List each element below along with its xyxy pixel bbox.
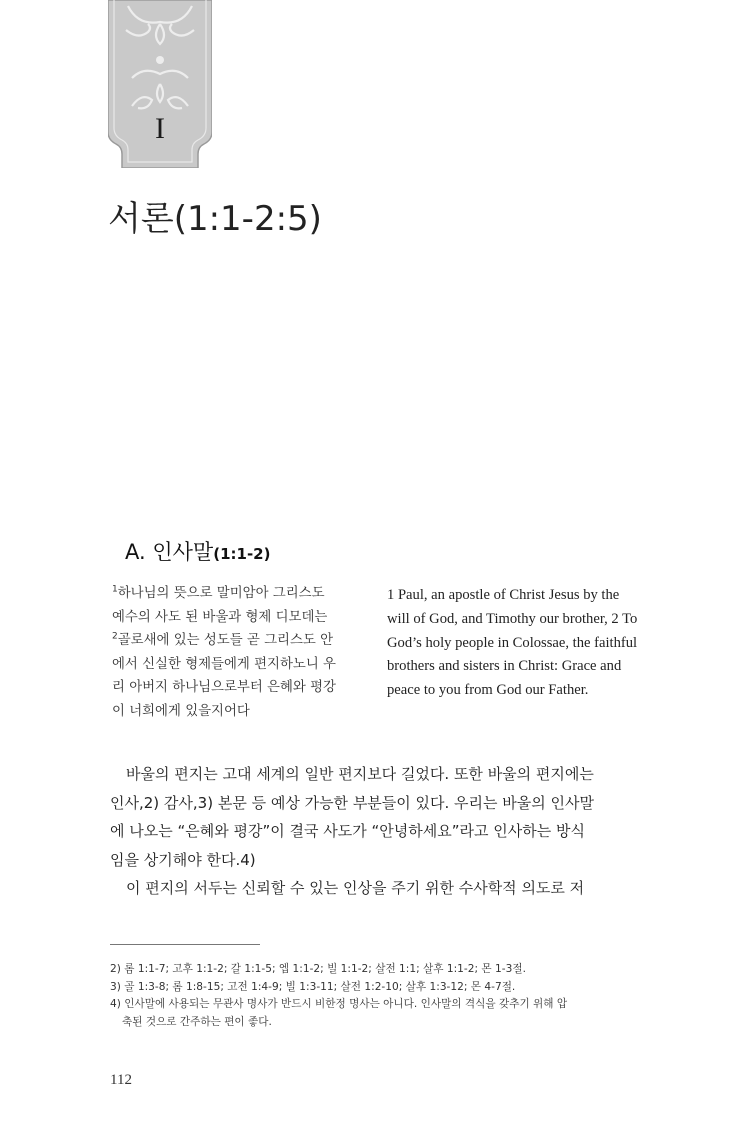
verse-line: brothers and sisters in Christ: Grace and [387, 658, 622, 675]
verse-line: 예수의 사도 된 바울과 형제 디모데는 [112, 609, 328, 625]
body-line: 인사,2) 감사,3) 본문 등 예상 가능한 부분들이 있다. 우리는 바울의 인사말 [110, 793, 595, 812]
english-verse-text [387, 584, 641, 703]
footnote: 4) 인사말에 사용되는 무관사 명사가 반드시 비한정 명사는 아니다. 인사말의 격식을 갖추기 위해 압 [110, 998, 568, 1010]
footnote-continuation: 축된 것으로 간주하는 편이 좋다. [122, 1015, 272, 1028]
verse-line: 이 너희에게 있을지어다 [112, 703, 250, 719]
verse-line: peace to you from God our Father. [387, 682, 589, 699]
footnote: 3) 골 1:3-8; 롬 1:8-15; 고전 1:4-9; 빌 1:3-11; 살전 1:2-10; 살후 1:3-12; 몬 4-7절. [110, 980, 516, 993]
body-line: 임을 상기해야 한다.4) [110, 850, 256, 869]
section-reference: (1:1-2) [213, 545, 271, 563]
verse-line: 1 Paul, an apostle of Christ Jesus by the [387, 587, 620, 603]
verse-line: $^1$하나님의 뜻으로 말미암아 그리스도 [112, 584, 325, 601]
footnotes [110, 961, 640, 1031]
verse-line: God’s holy people in Colossae, the faithful [387, 634, 638, 651]
body-line: 에 나오는 “은혜와 평강”이 결국 사도가 “안녕하세요”라고 인사하는 방식 [110, 822, 585, 840]
verse-number: 1 [112, 584, 118, 595]
verse-line: 에서 신실한 형제들에게 편지하노니 우 [112, 656, 336, 672]
commentary-body [110, 760, 640, 903]
page-number: 112 [110, 1072, 132, 1088]
section-label: A. 인사말 [125, 540, 214, 564]
chapter-number: I [155, 112, 165, 145]
verse-line: will of God, and Timothy our brother, 2 To [387, 610, 638, 627]
verse-number: 2 [112, 631, 118, 642]
footnote-divider [110, 944, 260, 945]
body-line: 이 편지의 서두는 신뢰할 수 있는 인상을 주기 위한 수사학적 의도로 저 [126, 879, 585, 897]
chapter-title: 서론(1:1-2:5) [108, 198, 322, 239]
verse-line: $^2$골로새에 있는 성도들 곧 그리스도 안 [112, 631, 334, 649]
korean-verse-text [112, 582, 364, 724]
footnote: 2) 롬 1:1-7; 고후 1:1-2; 갈 1:1-5; 엡 1:1-2; 빌 1:1-2; 살전 1:1; 살후 1:1-2; 몬 1-3절. [110, 963, 526, 975]
verse-line: 리 아버지 하나님으로부터 은혜와 평강 [112, 680, 336, 696]
body-line: 바울의 편지는 고대 세계의 일반 편지보다 길었다. 또한 바울의 편지에는 [126, 765, 594, 783]
section-heading [125, 536, 270, 566]
